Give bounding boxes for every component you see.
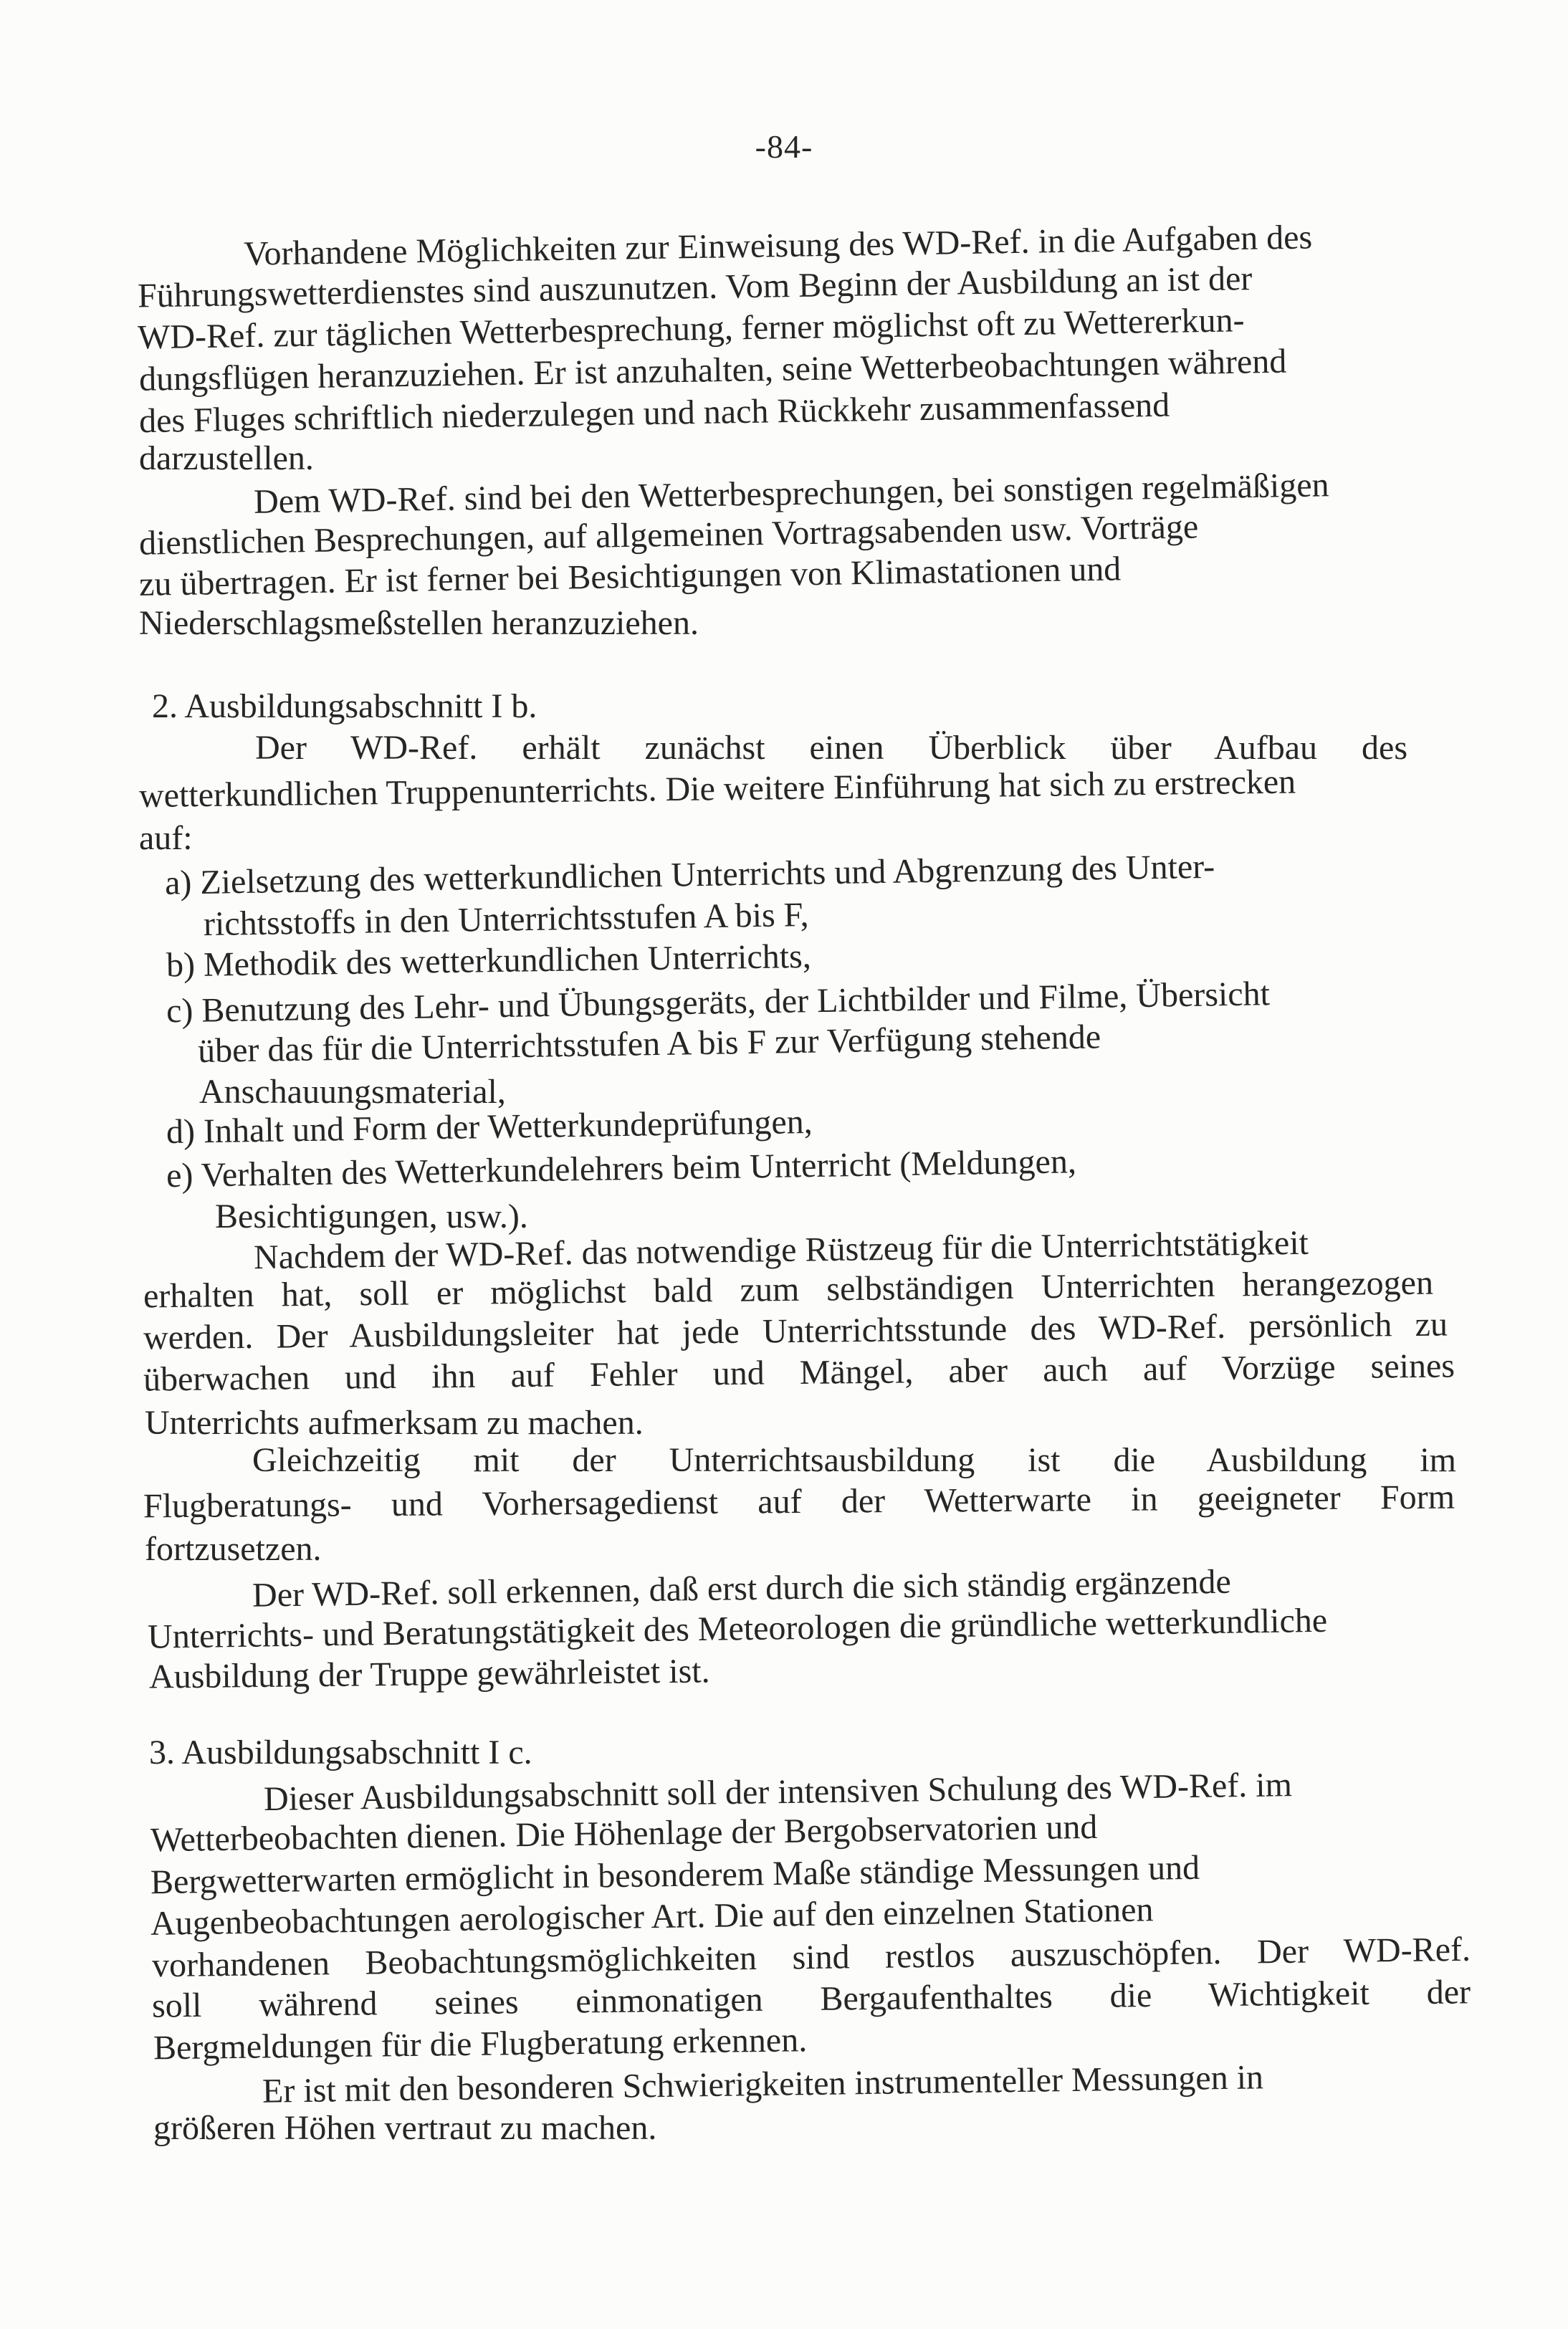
text-line: werden. Der Ausbildungsleiter hat jede Unterrichtsstunde des WD-Ref. persönlich zu [143,1305,1448,1357]
list-item: Besichtigungen, usw.). [215,1197,528,1235]
text-line: Wetterbeobachten dienen. Die Höhenlage der Bergobservatorien und [150,1807,1098,1860]
list-item: a) Zielsetzung des wetterkundlichen Unterrichts und Abgrenzung des Unter- [164,847,1215,902]
text-line: Flugberatungs- und Vorhersagedienst auf der Wetterwarte in geeigneter Form [143,1478,1455,1526]
section-heading: 3. Ausbildungsabschnitt I c. [149,1733,532,1771]
text-line: Vorhandene Möglichkeiten zur Einweisung des WD-Ref. in die Aufgaben des [243,218,1313,273]
text-line: fortzusetzen. [145,1530,322,1568]
text-line: Bergmeldungen für die Flugberatung erkennen. [153,2021,808,2067]
text-line: erhalten hat, soll er möglichst bald zum selbständigen Unterrichten herangezogen [143,1263,1434,1316]
list-item: b) Methodik des wetterkundlichen Unterrichts, [166,937,812,985]
text-line: Dieser Ausbildungsabschnitt soll der intensiven Schulung des WD-Ref. im [263,1766,1293,1819]
text-line: soll während seines einmonatigen Bergaufenthaltes die Wichtigkeit der [151,1973,1471,2025]
text-line: Führungswetterdienstes sind auszunutzen. Vom Beginn der Ausbildung an ist der [137,259,1253,315]
section-heading: 2. Ausbildungsabschnitt I b. [152,687,537,725]
text-line: Gleichzeitig mit der Unterrichtsausbildung ist die Ausbildung im [252,1441,1456,1479]
text-line: Augenbeobachtungen aerologischer Art. Die auf den einzelnen Stationen [150,1890,1154,1943]
text-line: Der WD-Ref. soll erkennen, daß erst durch die sich ständig ergänzende [252,1562,1232,1615]
text-line: größeren Höhen vertraut zu machen. [153,2109,657,2147]
text-line: Unterrichts- und Beratungstätigkeit des Meteorologen die gründliche wetterkundliche [147,1601,1328,1656]
text-line: Unterrichts aufmerksam zu machen. [145,1404,644,1442]
text-line: vorhandenen Beobachtungsmöglichkeiten sind restlos auszuschöpfen. Der WD-Ref. [151,1930,1471,1985]
list-item: e) Verhalten des Wetterkundelehrers beim Unterricht (Meldungen, [166,1142,1077,1195]
text-line: Niederschlagsmeßstellen heranzuziehen. [139,604,699,642]
text-line: zu übertragen. Er ist ferner bei Besichtigungen von Klimastationen und [138,550,1122,603]
page-number: -84- [755,128,813,165]
list-item: Anschauungsmaterial, [199,1073,506,1111]
text-line: Bergwetterwarten ermöglicht in besonderem Maße ständige Messungen und [150,1848,1200,1902]
list-item: richtsstoffs in den Unterrichtsstufen A bis F, [203,895,809,944]
text-line: überwachen und ihn auf Fehler und Mängel, aber auch auf Vorzüge seines [143,1347,1455,1399]
text-line: Ausbildung der Truppe gewährleistet ist. [148,1652,710,1696]
text-line: Der WD-Ref. erhält zunächst einen Überblick über Aufbau des [255,729,1407,767]
text-line: Er ist mit den besonderen Schwierigkeiten instrumenteller Messungen in [262,2058,1264,2110]
text-line: WD-Ref. zur täglichen Wetterbesprechung, ferner möglichst oft zu Wettererkun- [137,301,1245,357]
list-item: über das für die Unterrichtsstufen A bis F zur Verfügung stehende [197,1018,1101,1071]
list-item: c) Benutzung des Lehr- und Übungsgeräts, der Lichtbilder und Filme, Übersicht [166,975,1271,1030]
text-line: dungsflügen heranzuziehen. Er ist anzuhalten, seine Wetterbeobachtungen während [138,342,1287,398]
text-line: darzustellen. [139,439,314,477]
text-line: auf: [139,819,193,857]
text-line: Dem WD-Ref. sind bei den Wetterbesprechungen, bei sonstigen regelmäßigen [253,466,1329,521]
text-line: dienstlichen Besprechungen, auf allgemeinen Vortragsabenden usw. Vorträge [138,507,1199,563]
list-item: d) Inhalt und Form der Wetterkundeprüfungen, [166,1102,813,1152]
text-line: des Fluges schriftlich niederzulegen und nach Rückkehr zusammenfassend [138,386,1170,441]
text-line: wetterkundlichen Truppenunterrichts. Die weitere Einführung hat sich zu erstrecken [138,762,1296,816]
text-line: Nachdem der WD-Ref. das notwendige Rüstzeug für die Unterrichtstätigkeit [253,1223,1309,1277]
